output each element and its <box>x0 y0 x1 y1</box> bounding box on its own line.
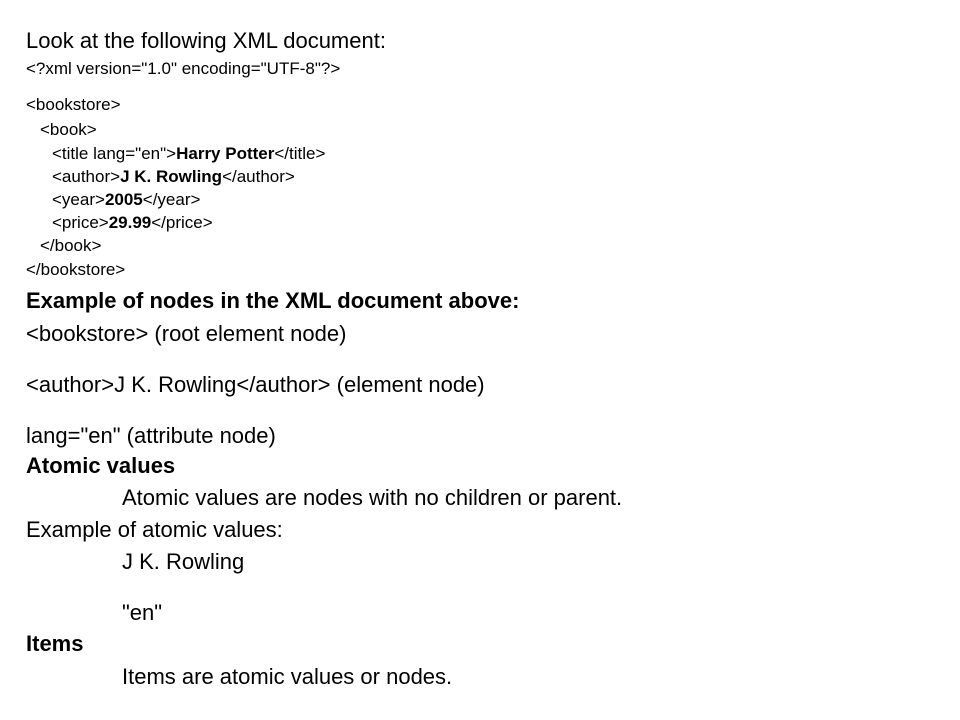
xml-price-open-tag: <price> <box>52 213 109 232</box>
atomic-examples-label: Example of atomic values: <box>26 517 283 542</box>
nodes-heading: Example of nodes in the XML document above: <box>26 288 520 313</box>
xml-author-open-tag: <author> <box>52 167 121 186</box>
xml-author-text: J K. Rowling <box>120 167 223 186</box>
xml-author-line <box>52 168 295 185</box>
xml-declaration: <?xml version="1.0" encoding="UTF-8"?> <box>26 59 341 78</box>
items-heading: Items <box>26 631 84 656</box>
xml-book-open: <book> <box>40 120 97 139</box>
xml-title-text: Harry Potter <box>176 144 275 163</box>
items-definition: Items are atomic values or nodes. <box>122 664 453 689</box>
xml-year-line <box>52 191 200 208</box>
xml-year-text: 2005 <box>104 190 143 209</box>
atomic-example-lang: "en" <box>122 600 163 625</box>
atomic-example-author: J K. Rowling <box>122 549 245 574</box>
xml-bookstore-open: <bookstore> <box>26 95 121 114</box>
atomic-heading: Atomic values <box>26 453 176 478</box>
node-example-element: <author>J K. Rowling</author> (element node) <box>26 372 485 397</box>
xml-title-close-tag: </title> <box>274 144 326 163</box>
xml-title-open-tag: <title lang="en"> <box>52 144 177 163</box>
xml-book-close: </book> <box>40 236 102 255</box>
xml-author-close-tag: </author> <box>222 167 295 186</box>
xml-year-open-tag: <year> <box>52 190 105 209</box>
xml-price-text: 29.99 <box>108 213 152 232</box>
node-example-root: <bookstore> (root element node) <box>26 321 347 346</box>
atomic-definition: Atomic values are nodes with no children or parent. <box>122 485 623 510</box>
xml-bookstore-close: </bookstore> <box>26 260 126 279</box>
node-example-attribute: lang="en" (attribute node) <box>26 423 276 448</box>
xml-year-close-tag: </year> <box>142 190 201 209</box>
intro-text: Look at the following XML document: <box>26 28 386 53</box>
xml-price-close-tag: </price> <box>151 213 213 232</box>
xml-title-line <box>52 145 325 162</box>
xml-price-line <box>52 214 213 231</box>
